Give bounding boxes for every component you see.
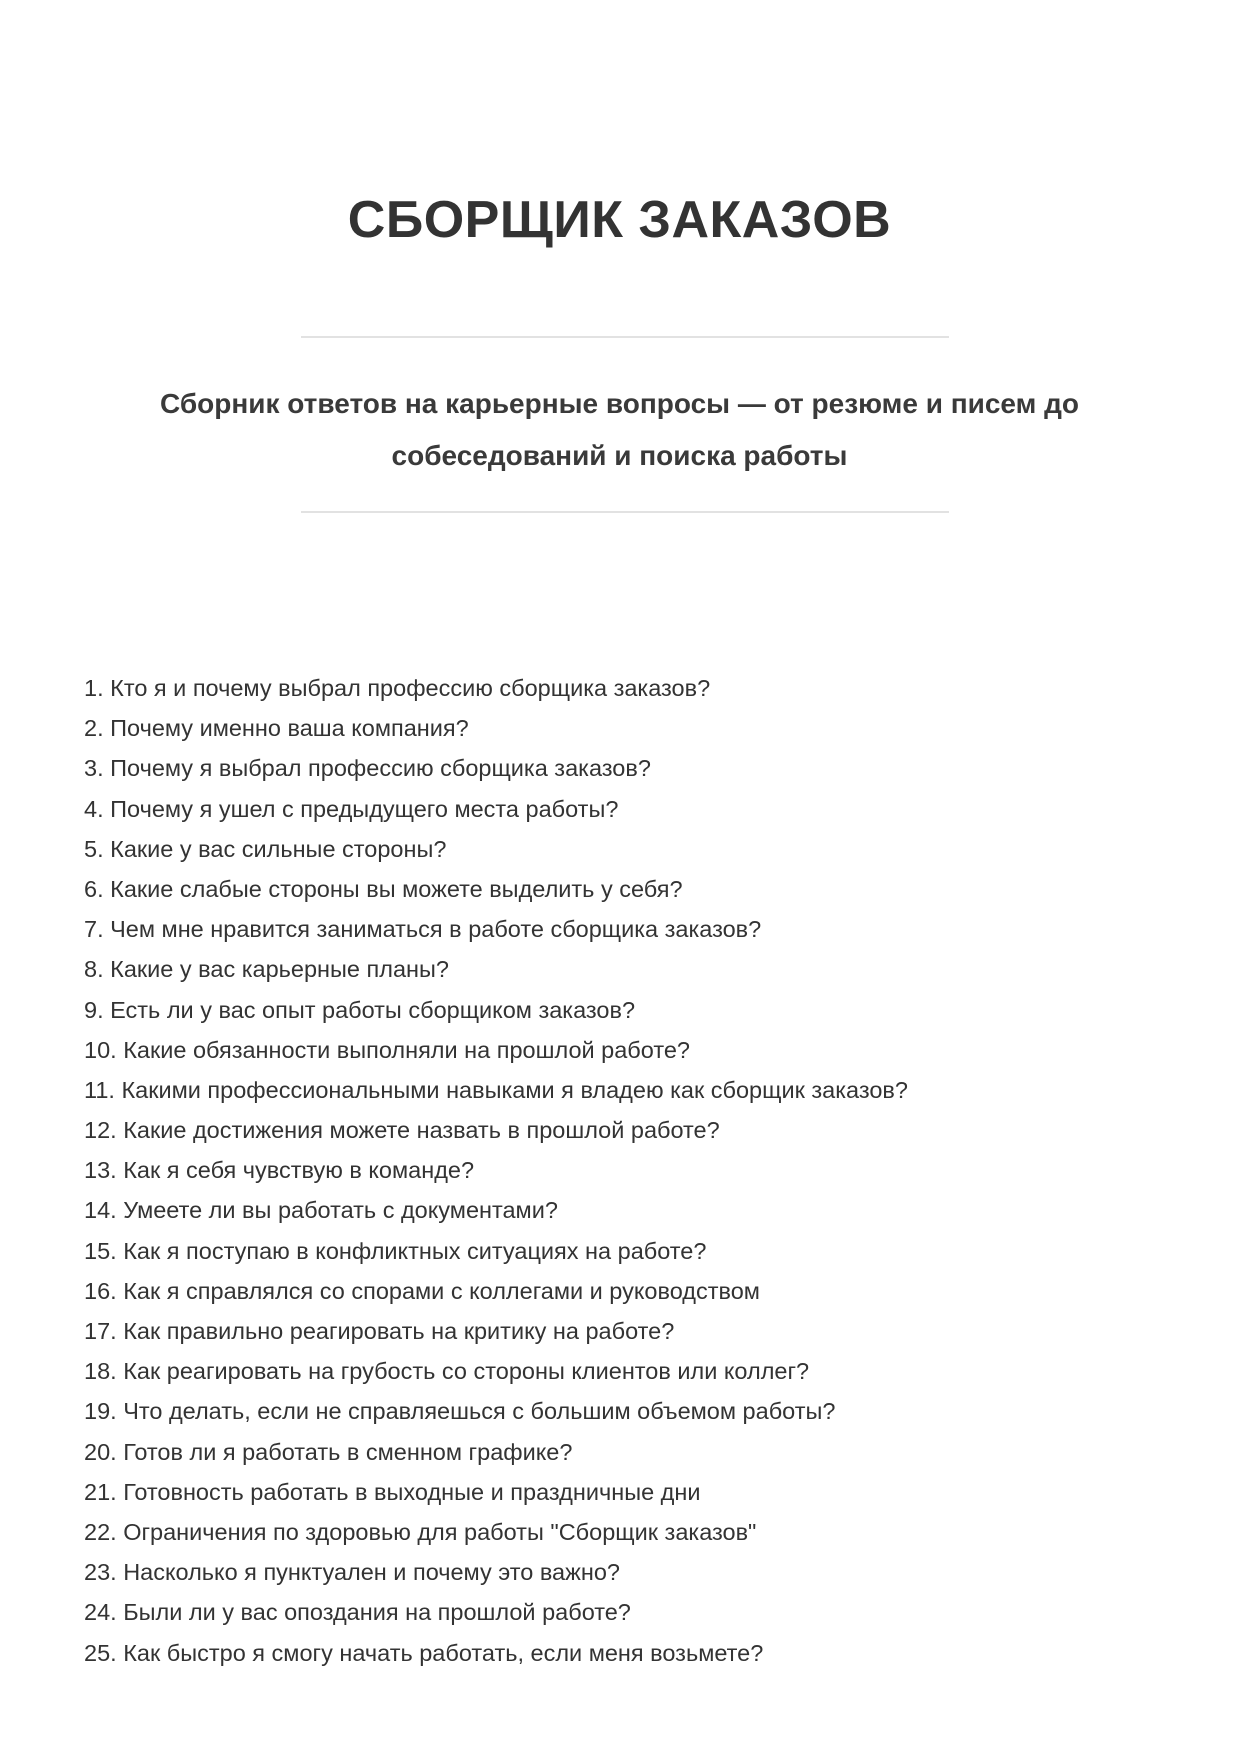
question-item: 3. Почему я выбрал профессию сборщика заказов?	[84, 755, 651, 782]
question-item: 12. Какие достижения можете назвать в прошлой работе?	[84, 1117, 720, 1144]
question-item: 24. Были ли у вас опоздания на прошлой работе?	[84, 1599, 631, 1626]
divider-top	[301, 336, 949, 338]
question-item: 8. Какие у вас карьерные планы?	[84, 956, 449, 983]
question-item: 25. Как быстро я смогу начать работать, если меня возьмете?	[84, 1639, 764, 1666]
question-item: 15. Как я поступаю в конфликтных ситуациях на работе?	[84, 1237, 707, 1264]
question-list	[84, 668, 908, 1673]
question-item: 17. Как правильно реагировать на критику на работе?	[84, 1318, 675, 1344]
document-subtitle: Сборник ответов на карьерные вопросы — от резюме и писем до собеседований и поиска работы	[160, 388, 1079, 471]
question-item: 20. Готов ли я работать в сменном графике?	[84, 1438, 573, 1465]
question-item: 22. Ограничения по здоровью для работы "Сборщик заказов"	[84, 1518, 757, 1545]
question-item: 5. Какие у вас сильные стороны?	[84, 835, 447, 862]
question-item: 19. Что делать, если не справляешься с большим объемом работы?	[84, 1398, 836, 1425]
question-item: 21. Готовность работать в выходные и праздничные дни	[84, 1478, 701, 1505]
question-item: 9. Есть ли у вас опыт работы сборщиком заказов?	[84, 996, 636, 1023]
document-title: СБОРЩИК ЗАКАЗОВ	[347, 191, 892, 249]
question-item: 2. Почему именно ваша компания?	[84, 715, 469, 742]
question-item: 13. Как я себя чувствую в команде?	[84, 1157, 475, 1184]
question-item: 10. Какие обязанности выполняли на прошлой работе?	[84, 1036, 690, 1063]
question-item: 4. Почему я ушел с предыдущего места работы?	[84, 795, 619, 822]
question-item: 14. Умеете ли вы работать с документами?	[84, 1197, 558, 1224]
question-item: 11. Какими профессиональными навыками я владею как сборщик заказов?	[84, 1076, 908, 1103]
question-item: 16. Как я справлялся со спорами с коллегами и руководством	[84, 1277, 760, 1304]
question-item: 6. Какие слабые стороны вы можете выделить у себя?	[84, 875, 683, 902]
question-item: 18. Как реагировать на грубость со стороны клиентов или коллег?	[84, 1358, 810, 1385]
divider-bottom	[301, 511, 949, 513]
question-item: 7. Чем мне нравится заниматься в работе сборщика заказов?	[84, 916, 762, 943]
question-item: 23. Насколько я пунктуален и почему это важно?	[84, 1559, 620, 1586]
question-item: 1. Кто я и почему выбрал профессию сборщика заказов?	[84, 675, 711, 701]
